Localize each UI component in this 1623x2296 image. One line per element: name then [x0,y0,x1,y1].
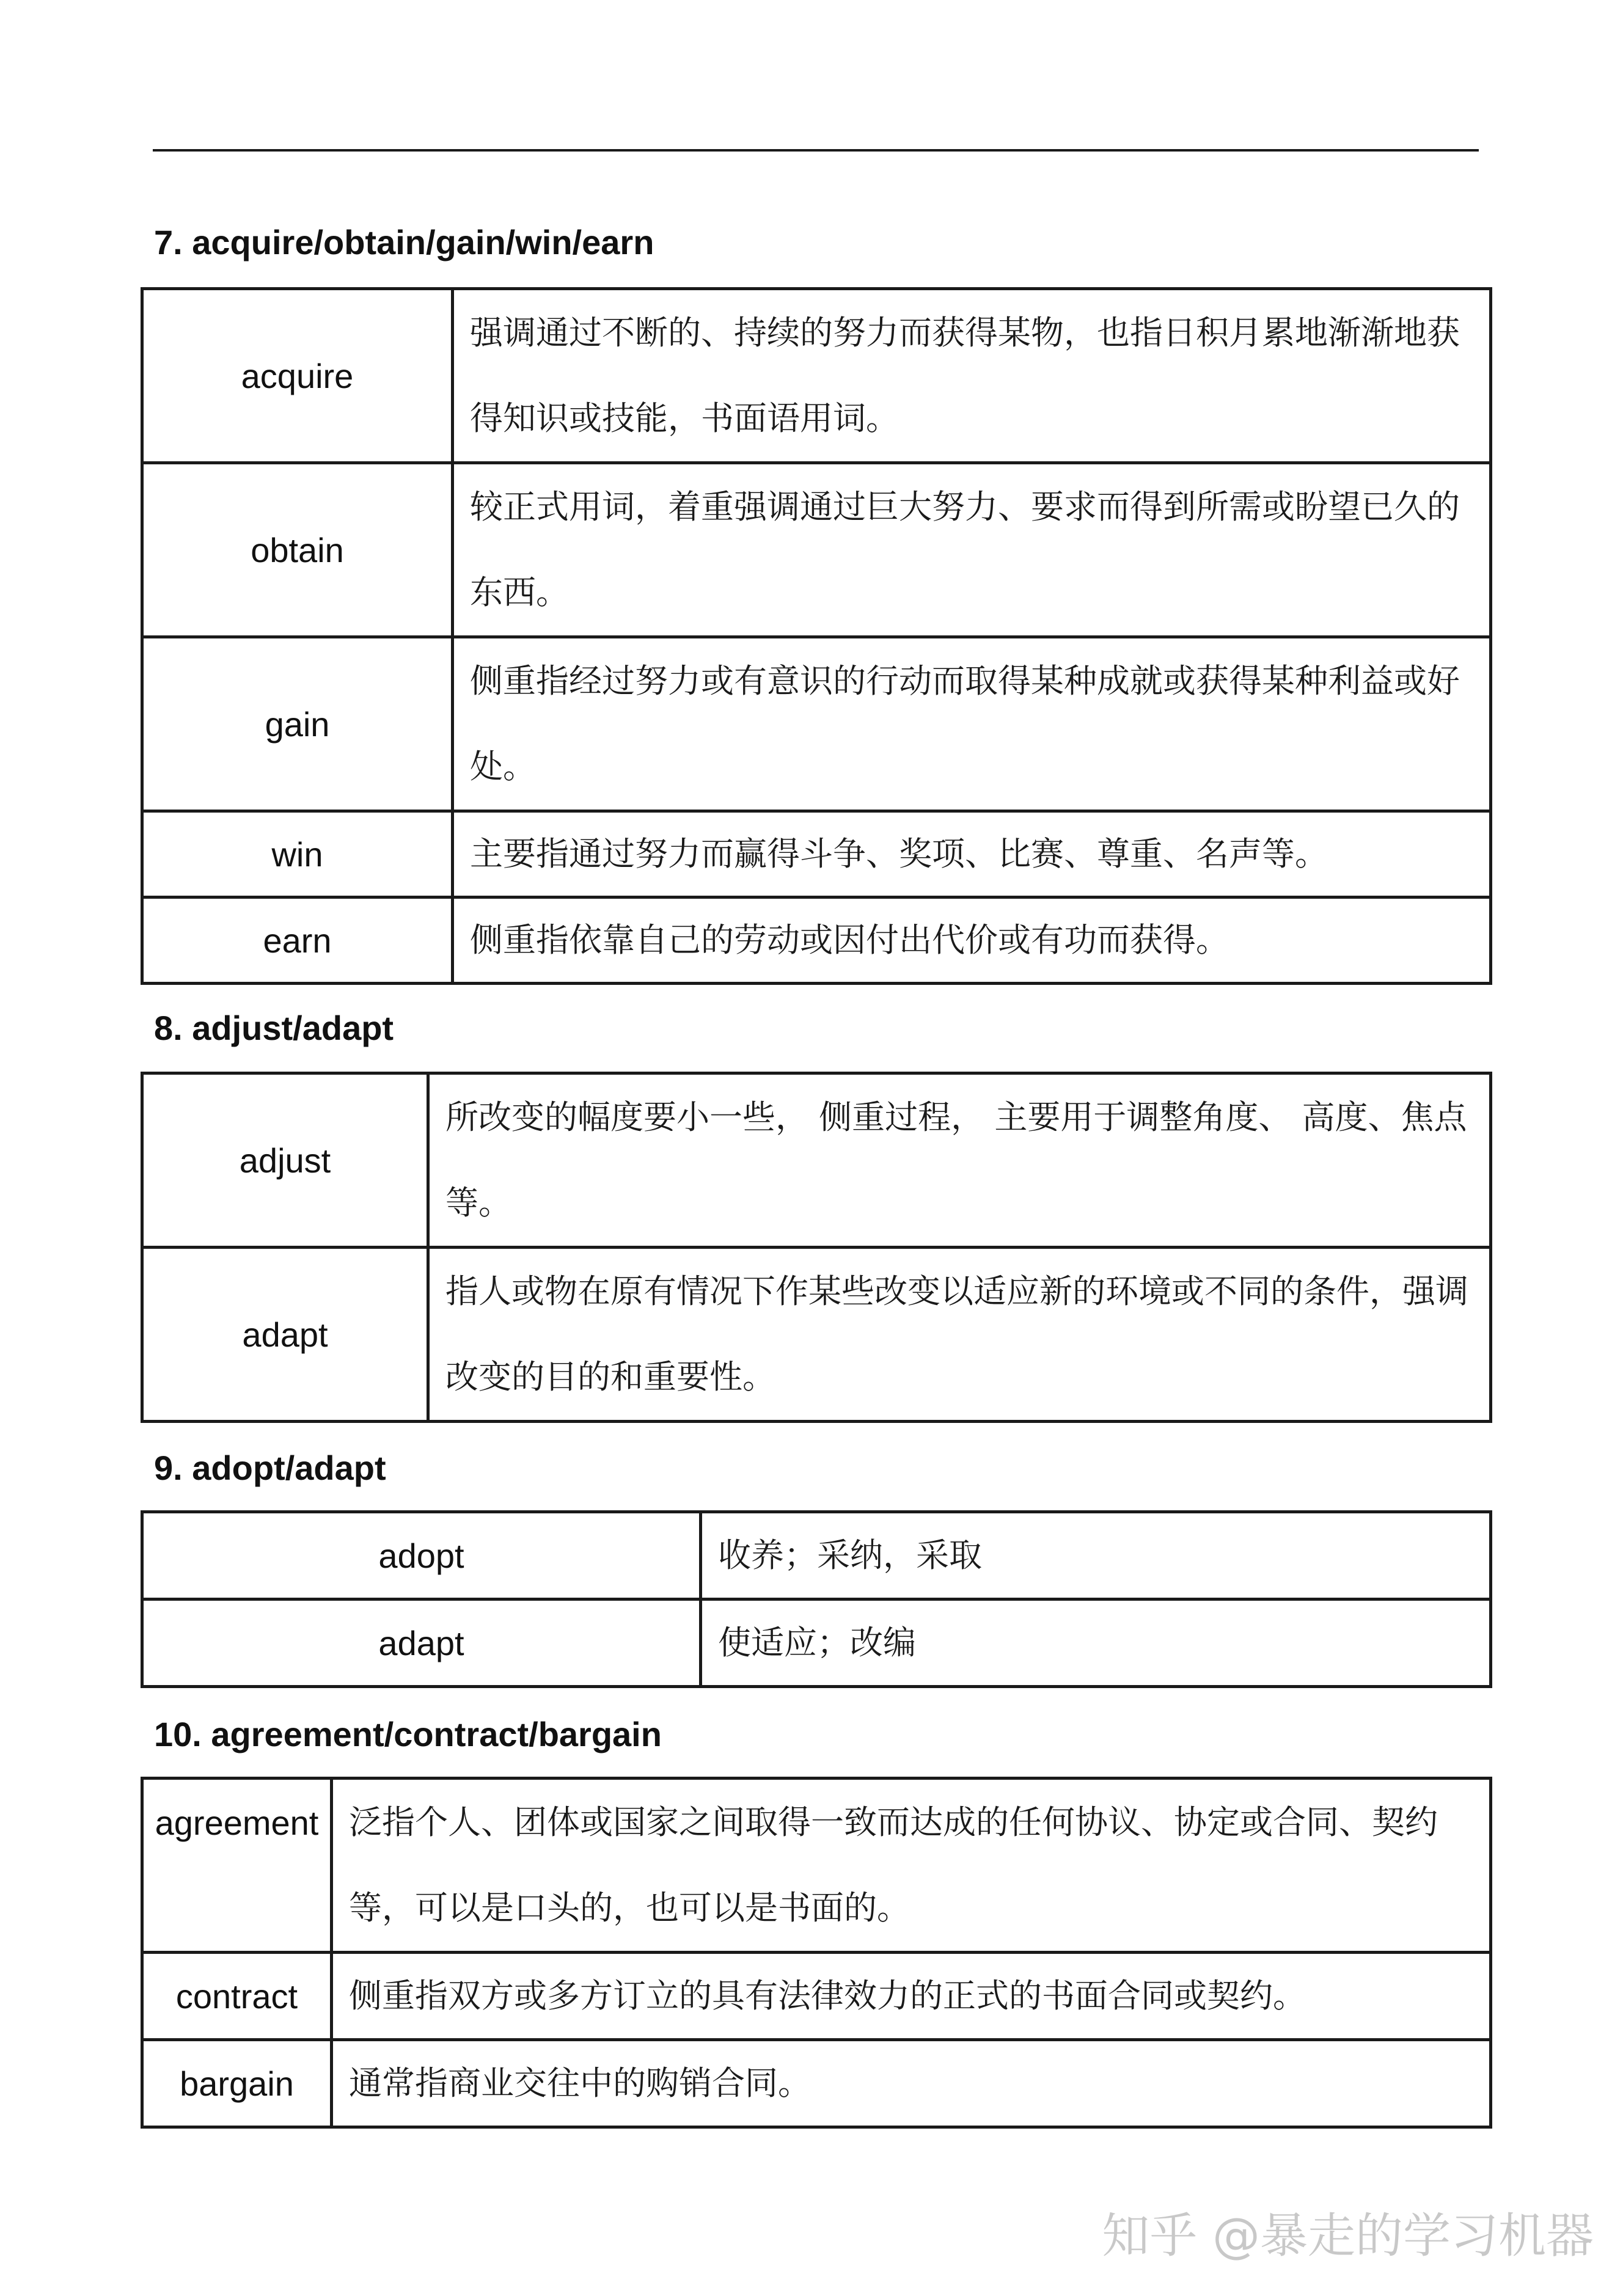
definition-cell: 所改变的幅度要小一些， 侧重过程， 主要用于调整角度、 高度、焦点等。 [428,1073,1491,1248]
section-heading: 7. acquire/obtain/gain/win/earn [154,223,654,261]
table-row [142,2040,1491,2127]
definition-cell: 较正式用词，着重强调通过巨大努力、要求而得到所需或盼望已久的东西。 [453,463,1491,637]
definition-cell: 指人或物在原有情况下作某些改变以适应新的环境或不同的条件，强调改变的目的和重要性。 [428,1248,1491,1422]
definition-cell: 通常指商业交往中的购销合同。 [332,2040,1491,2127]
table-row [142,1512,1491,1600]
word-cell: contract [142,1953,332,2040]
word-cell: adapt [142,1600,701,1687]
vocab-table [141,1072,1492,1423]
word-cell: acquire [142,289,453,463]
word-cell: adjust [142,1073,428,1248]
top-rule [153,149,1479,152]
table-row [142,637,1491,811]
word-cell: agreement [142,1779,332,1953]
zhihu-watermark: 知乎 @暴走的学习机器 [1102,2209,1594,2264]
definition-cell: 泛指个人、团体或国家之间取得一致而达成的任何协议、协定或合同、契约等，可以是口头的，也可以是书面的。 [332,1779,1491,1953]
table-row [142,1073,1491,1248]
table-row [142,1953,1491,2040]
word-cell: gain [142,637,453,811]
table-row [142,898,1491,984]
table-row [142,463,1491,637]
word-cell: adapt [142,1248,428,1422]
word-cell: win [142,811,453,898]
vocab-table [141,287,1492,985]
word-cell: obtain [142,463,453,637]
section-heading: 10. agreement/contract/bargain [154,1715,662,1753]
table-row [142,1779,1491,1953]
word-cell: earn [142,898,453,984]
section-heading: 9. adopt/adapt [154,1449,386,1487]
definition-cell: 侧重指依靠自己的劳动或因付出代价或有功而获得。 [453,898,1491,984]
definition-cell: 强调通过不断的、持续的努力而获得某物，也指日积月累地渐渐地获得知识或技能，书面语用词。 [453,289,1491,463]
definition-cell: 侧重指双方或多方订立的具有法律效力的正式的书面合同或契约。 [332,1953,1491,2040]
word-cell: adopt [142,1512,701,1600]
vocab-table [141,1777,1492,2129]
definition-cell: 侧重指经过努力或有意识的行动而取得某种成就或获得某种利益或好处。 [453,637,1491,811]
word-cell: bargain [142,2040,332,2127]
definition-cell: 收养；采纳，采取 [701,1512,1491,1600]
table-row [142,1248,1491,1422]
definition-cell: 主要指通过努力而赢得斗争、奖项、比赛、尊重、名声等。 [453,811,1491,898]
vocab-table [141,1510,1492,1688]
table-row [142,1600,1491,1687]
definition-cell: 使适应；改编 [701,1600,1491,1687]
table-row [142,811,1491,898]
section-heading: 8. adjust/adapt [154,1009,394,1047]
table-row [142,289,1491,463]
